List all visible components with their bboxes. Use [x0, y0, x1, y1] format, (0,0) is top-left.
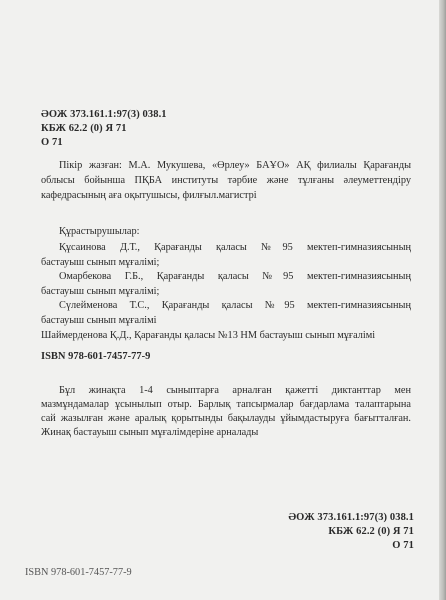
compiler-2-line-1: Омарбекова Г.Б., Қарағанды қаласы №95 мектеп-гимназиясының: [59, 271, 411, 282]
catalog-udc: ӘОЖ 373.161.1:97(3) 038.1: [41, 109, 167, 120]
compilers-heading: Құрастырушылар:: [59, 226, 140, 237]
annotation-line-1: Бұл жинақта 1-4 сыныптарға арналған қажетті диктанттар мен: [59, 385, 411, 396]
page-edge-shadow: [439, 0, 446, 600]
isbn-main: ISBN 978-601-7457-77-9: [41, 351, 151, 362]
compiler-2-line-2: бастауыш сынып мұғалімі;: [41, 286, 160, 297]
annotation-line-2: мазмұндамалар ұсынылып отыр. Барлық тапсырмалар бағдарлама талаптарына: [41, 399, 411, 410]
reviewer-line-3: кафедрасының аға оқытушысы, филғыл.магистрі: [41, 190, 257, 201]
compiler-3-line-1: Сүлейменова Т.С., Қарағанды қаласы №95 мектеп-гимназиясының: [59, 300, 411, 311]
reviewer-line-2: облысы бойынша ПҚБА институты тәрбие және тұлғаны әлеуметтендіру: [41, 175, 411, 186]
reviewer-line-1: Пікір жазған: М.А. Мукушева, «Өрлеу» БАҰО» АҚ филиалы Қарағанды: [59, 160, 411, 171]
catalog-author-mark: О 71: [41, 137, 63, 148]
annotation-line-4: Жинақ бастауыш сынып мұғалімдеріне арналады: [41, 427, 259, 438]
compiler-1-line-2: бастауыш сынып мұғалімі;: [41, 257, 160, 268]
compiler-1-line-1: Құсаинова Д.Т., Қарағанды қаласы №95 мектеп-гимназиясының: [59, 242, 411, 253]
compiler-3-line-2: бастауыш сынып мұғалімі: [41, 315, 157, 326]
compiler-4-line-1: Шаймерденова Қ.Д., Қарағанды қаласы №13 НМ бастауыш сынып мұғалімі: [41, 330, 376, 341]
annotation-line-3: сай жазылған және аралық қорытынды бақылауды ұйымдастыруға бағытталған.: [41, 413, 411, 424]
catalog-author-mark-bottom: О 71: [392, 540, 414, 551]
catalog-bbk-bottom: КБЖ 62.2 (0) Я 71: [328, 526, 414, 537]
catalog-bbk: КБЖ 62.2 (0) Я 71: [41, 123, 127, 134]
catalog-udc-bottom: ӘОЖ 373.161.1:97(3) 038.1: [288, 512, 414, 523]
isbn-bottom: ISBN 978-601-7457-77-9: [25, 567, 132, 578]
